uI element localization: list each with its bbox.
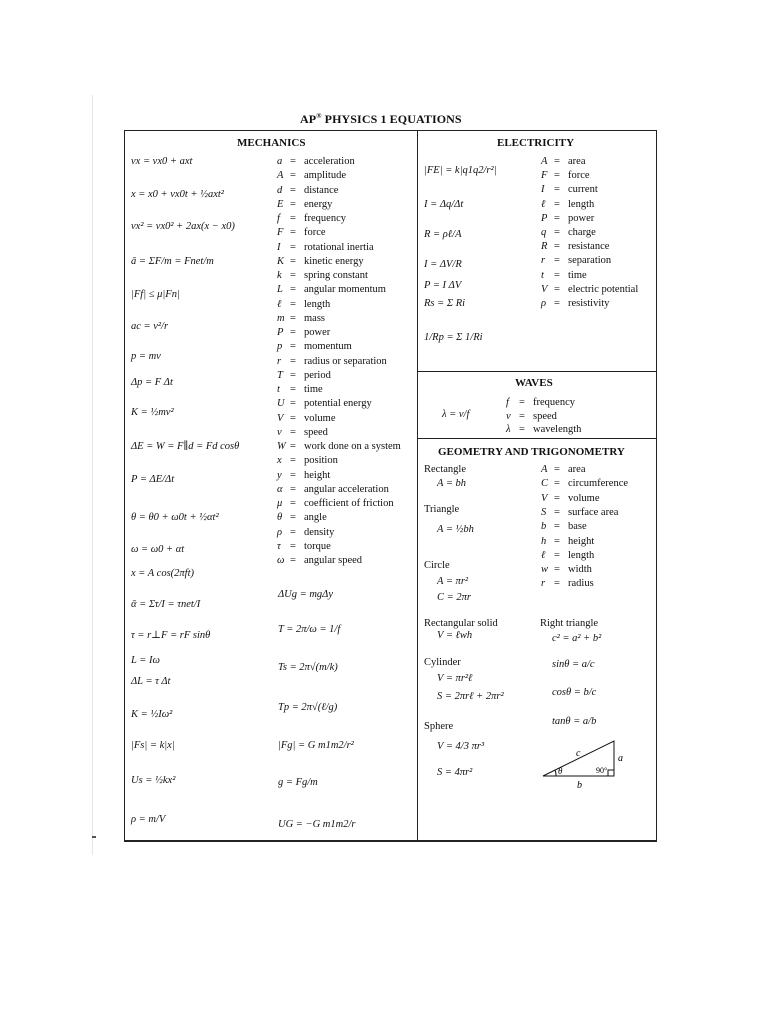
- definition-equals: =: [290, 540, 296, 552]
- geo-eq: tanθ = a/b: [552, 716, 597, 727]
- definition-text: area: [568, 464, 586, 475]
- geo-eq: V = 4/3 πr³: [437, 741, 485, 752]
- elec-eq: I = Δq/Δt: [424, 199, 464, 210]
- definition-symbol: α: [277, 483, 283, 495]
- definition-text: length: [304, 298, 331, 310]
- mech-eq: ac = v²/r: [131, 321, 169, 332]
- definition-text: wavelength: [533, 424, 582, 435]
- geometry-divider: [417, 438, 657, 439]
- mech-eq: ρ = m/V: [131, 814, 166, 825]
- definition-symbol: U: [277, 398, 285, 410]
- definition-text: position: [304, 455, 338, 467]
- geo-label: Circle: [424, 560, 450, 571]
- definition-equals: =: [554, 212, 560, 224]
- mech-eq: ω = ω0 + αt: [131, 544, 185, 555]
- definition-symbol: V: [277, 412, 284, 424]
- definition-text: period: [304, 369, 331, 381]
- definition-text: time: [568, 269, 587, 281]
- definition-equals: =: [290, 412, 296, 424]
- definition-equals: =: [290, 512, 296, 524]
- definition-text: coefficient of friction: [304, 498, 394, 509]
- geo-label: Rectangle: [424, 464, 466, 475]
- mech-eq: L = Iω: [131, 655, 160, 666]
- geo-eq: V = πr²ℓ: [437, 673, 473, 684]
- definition-equals: =: [554, 521, 560, 533]
- definition-symbol: v: [506, 410, 511, 422]
- geo-eq: A = πr²: [437, 576, 469, 587]
- geo-eq: A = ½bh: [437, 524, 474, 535]
- definition-text: surface area: [568, 506, 619, 518]
- definition-symbol: V: [541, 283, 548, 295]
- definition-equals: =: [290, 398, 296, 410]
- definition-text: frequency: [533, 397, 575, 408]
- definition-text: potential energy: [304, 398, 372, 410]
- definition-text: charge: [568, 227, 596, 238]
- mech-eq-2: |Fg| = G m1m2/r²: [278, 740, 354, 751]
- mech-eq: ΔL = τ Δt: [131, 676, 171, 687]
- definition-equals: =: [554, 283, 560, 295]
- definition-text: resistance: [568, 241, 610, 253]
- theta-label: θ: [558, 766, 563, 776]
- definition-symbol: f: [506, 397, 509, 408]
- definition-text: height: [304, 469, 331, 481]
- elec-eq: P = I ΔV: [424, 280, 462, 291]
- definition-equals: =: [519, 397, 525, 408]
- mech-eq-2: g = Fg/m: [278, 777, 318, 788]
- geo-eq: V = ℓwh: [437, 630, 473, 641]
- definition-equals: =: [554, 255, 560, 267]
- definition-symbol: t: [277, 384, 280, 395]
- definition-text: length: [568, 549, 595, 561]
- geo-eq: S = 2πrℓ + 2πr²: [437, 691, 504, 702]
- definition-text: time: [304, 384, 323, 395]
- geo-label: Rectangular solid: [424, 618, 498, 629]
- definition-equals: =: [554, 156, 560, 167]
- mech-eq: vx = vx0 + axt: [131, 156, 193, 167]
- definition-equals: =: [290, 255, 296, 267]
- side-a-label: a: [618, 753, 623, 764]
- definition-symbol: x: [277, 455, 282, 467]
- definition-equals: =: [290, 312, 296, 324]
- definition-equals: =: [554, 578, 560, 590]
- geo-eq: S = 4πr²: [437, 767, 473, 778]
- mech-eq: p = mv: [131, 351, 161, 362]
- definition-symbol: b: [541, 521, 547, 533]
- definition-text: current: [568, 184, 598, 196]
- definition-symbol: I: [277, 241, 281, 253]
- definition-symbol: ρ: [277, 526, 283, 538]
- definition-symbol: θ: [277, 512, 283, 524]
- mech-eq: |Fs| = k|x|: [131, 740, 175, 751]
- mech-eq-2: UG = −G m1m2/r: [278, 819, 356, 830]
- page-tick: [92, 836, 96, 838]
- definition-symbol: P: [277, 327, 284, 338]
- mech-eq: ᾱ = Στ/I = τnet/I: [131, 599, 201, 610]
- definition-symbol: P: [541, 212, 548, 224]
- mech-eq: x = x0 + vx0t + ½axt²: [131, 189, 224, 200]
- definition-symbol: A: [277, 170, 284, 182]
- definition-equals: =: [290, 170, 296, 182]
- definition-text: angle: [304, 512, 327, 524]
- mech-eq: ā = ΣF/m = Fnet/m: [131, 256, 214, 267]
- definition-equals: =: [290, 184, 296, 196]
- definition-symbol: F: [541, 170, 548, 182]
- waves-heading: WAVES: [515, 377, 553, 389]
- page-title: AP® PHYSICS 1 EQUATIONS: [300, 112, 462, 126]
- definition-text: circumference: [568, 478, 629, 490]
- definition-text: width: [568, 564, 592, 576]
- definition-text: power: [568, 212, 595, 224]
- definition-text: torque: [304, 540, 331, 552]
- definition-equals: =: [290, 198, 296, 210]
- definition-equals: =: [290, 227, 296, 239]
- geo-eq: cosθ = b/c: [552, 687, 597, 698]
- geo-label: Triangle: [424, 504, 460, 515]
- definition-equals: =: [519, 424, 525, 435]
- elec-eq: 1/Rp = Σ 1/Ri: [424, 332, 483, 343]
- side-b-label: b: [577, 780, 582, 790]
- definition-text: speed: [304, 426, 328, 438]
- definition-equals: =: [290, 441, 296, 452]
- mech-eq: P = ΔE/Δt: [131, 474, 175, 485]
- mech-eq: K = ½Iω²: [131, 709, 173, 720]
- definition-text: volume: [568, 492, 600, 504]
- geo-eq: C = 2πr: [437, 592, 471, 603]
- page-edge: [92, 95, 93, 855]
- definition-text: force: [568, 170, 590, 182]
- definition-symbol: E: [277, 198, 284, 210]
- column-divider: [417, 130, 418, 842]
- elec-eq: I = ΔV/R: [424, 259, 462, 270]
- right-angle-label: 90°: [596, 766, 608, 775]
- mech-eq: vx² = vx0² + 2ax(x − x0): [131, 221, 235, 232]
- elec-eq: |FE| = k|q1q2/r²|: [424, 165, 497, 176]
- definition-symbol: a: [277, 156, 283, 167]
- definition-equals: =: [554, 564, 560, 576]
- definition-text: speed: [533, 410, 557, 422]
- definition-equals: =: [290, 426, 296, 438]
- definition-equals: =: [554, 492, 560, 504]
- definition-equals: =: [554, 184, 560, 196]
- definition-text: work done on a system: [304, 441, 401, 452]
- definition-equals: =: [290, 327, 296, 338]
- geo-label: Right triangle: [540, 618, 599, 629]
- definition-text: volume: [304, 412, 336, 424]
- waves-eq: λ = v/f: [442, 409, 470, 420]
- geo-eq: c² = a² + b²: [552, 633, 602, 644]
- definition-text: kinetic energy: [304, 255, 364, 267]
- mech-eq: τ = r⊥F = rF sinθ: [131, 630, 211, 641]
- definition-equals: =: [554, 478, 560, 490]
- definition-text: momentum: [304, 341, 352, 353]
- definition-equals: =: [290, 241, 296, 253]
- definition-symbol: λ: [506, 424, 511, 435]
- geo-eq: sinθ = a/c: [552, 659, 595, 670]
- definition-symbol: μ: [277, 498, 283, 509]
- definition-equals: =: [554, 549, 560, 561]
- definition-symbol: L: [277, 284, 283, 296]
- definition-equals: =: [290, 270, 296, 281]
- mech-eq-2: Ts = 2π√(m/k): [278, 662, 338, 673]
- mech-eq: ΔE = W = F∥d = Fd cosθ: [131, 441, 240, 452]
- definition-symbol: ℓ: [541, 198, 546, 210]
- definition-equals: =: [554, 464, 560, 475]
- elec-eq: Rs = Σ Ri: [424, 298, 466, 309]
- elec-eq: R = ρℓ/A: [424, 229, 462, 240]
- definition-equals: =: [290, 455, 296, 467]
- mech-eq: |Ff| ≤ μ|Fn|: [131, 289, 180, 300]
- definition-text: height: [568, 535, 595, 547]
- definition-symbol: I: [541, 184, 545, 196]
- definition-text: force: [304, 227, 326, 239]
- definition-text: spring constant: [304, 270, 368, 281]
- mech-eq-2: ΔUg = mgΔy: [278, 589, 333, 600]
- geo-eq: A = bh: [437, 478, 467, 489]
- definition-equals: =: [290, 213, 296, 224]
- definition-symbol: t: [541, 269, 544, 281]
- definition-symbol: F: [277, 227, 284, 239]
- definition-symbol: r: [541, 578, 546, 590]
- mech-eq: Δp = F Δt: [131, 377, 173, 388]
- definition-symbol: q: [541, 227, 547, 238]
- definition-equals: =: [290, 384, 296, 395]
- definition-equals: =: [554, 227, 560, 238]
- definition-text: separation: [568, 255, 612, 267]
- electricity-heading: ELECTRICITY: [497, 137, 575, 149]
- definition-text: angular speed: [304, 555, 363, 566]
- definition-equals: =: [554, 198, 560, 210]
- definition-equals: =: [290, 298, 296, 310]
- definition-equals: =: [290, 526, 296, 538]
- definition-equals: =: [554, 170, 560, 182]
- definition-text: radius or separation: [304, 355, 387, 367]
- definition-equals: =: [554, 506, 560, 518]
- definition-text: area: [568, 156, 586, 167]
- definition-text: power: [304, 327, 331, 338]
- mechanics-heading: MECHANICS: [237, 137, 306, 149]
- definition-text: base: [568, 521, 587, 533]
- definition-symbol: h: [541, 535, 547, 547]
- definition-symbol: ρ: [541, 298, 547, 309]
- definition-text: length: [568, 198, 595, 210]
- definition-equals: =: [519, 410, 525, 422]
- definition-text: rotational inertia: [304, 241, 374, 253]
- definition-symbol: y: [277, 469, 282, 481]
- mech-eq: K = ½mv²: [131, 407, 174, 418]
- definition-equals: =: [290, 284, 296, 296]
- definition-symbol: V: [541, 492, 548, 504]
- definition-equals: =: [554, 535, 560, 547]
- definition-text: electric potential: [568, 283, 639, 295]
- definition-symbol: W: [277, 441, 286, 452]
- right-triangle-diagram: [540, 738, 626, 790]
- definition-equals: =: [290, 355, 296, 367]
- definition-equals: =: [290, 341, 296, 353]
- waves-divider: [417, 371, 657, 372]
- mech-eq-2: T = 2π/ω = 1/f: [278, 624, 341, 635]
- geo-label: Cylinder: [424, 657, 461, 668]
- definition-equals: =: [290, 156, 296, 167]
- definition-text: radius: [568, 578, 594, 590]
- definition-symbol: p: [277, 341, 283, 353]
- definition-equals: =: [290, 483, 296, 495]
- definition-symbol: m: [277, 312, 285, 324]
- definition-symbol: w: [541, 564, 549, 576]
- side-c-label: c: [576, 748, 581, 759]
- definition-symbol: d: [277, 184, 283, 196]
- definition-symbol: T: [277, 369, 283, 381]
- definition-symbol: C: [541, 478, 549, 490]
- definition-equals: =: [554, 241, 560, 253]
- definition-symbol: K: [277, 255, 285, 267]
- definition-symbol: ℓ: [277, 298, 282, 310]
- definition-symbol: S: [541, 506, 547, 518]
- definition-equals: =: [290, 498, 296, 509]
- mech-eq: θ = θ0 + ω0t + ½αt²: [131, 512, 219, 523]
- definition-equals: =: [554, 298, 560, 309]
- mech-eq-2: Tp = 2π√(ℓ/g): [278, 702, 338, 713]
- geo-label: Sphere: [424, 721, 454, 732]
- definition-symbol: A: [541, 464, 548, 475]
- definition-text: angular acceleration: [304, 483, 389, 495]
- geometry-heading: GEOMETRY AND TRIGONOMETRY: [438, 446, 625, 458]
- mech-eq: Us = ½kx²: [131, 775, 176, 786]
- definition-text: frequency: [304, 213, 346, 224]
- definition-text: angular momentum: [304, 284, 386, 296]
- definition-equals: =: [554, 269, 560, 281]
- definition-text: density: [304, 526, 335, 538]
- definition-symbol: r: [277, 355, 282, 367]
- definition-symbol: r: [541, 255, 546, 267]
- definition-text: resistivity: [568, 298, 610, 309]
- definition-text: acceleration: [304, 156, 355, 167]
- definition-symbol: ω: [277, 555, 285, 566]
- definition-text: energy: [304, 198, 333, 210]
- definition-symbol: f: [277, 213, 280, 224]
- definition-equals: =: [290, 369, 296, 381]
- definition-text: distance: [304, 184, 339, 196]
- definition-text: mass: [304, 312, 325, 324]
- definition-symbol: R: [541, 241, 548, 253]
- definition-text: amplitude: [304, 170, 346, 182]
- definition-symbol: ℓ: [541, 549, 546, 561]
- definition-equals: =: [290, 555, 296, 566]
- definition-equals: =: [290, 469, 296, 481]
- definition-symbol: v: [277, 426, 282, 438]
- definition-symbol: τ: [277, 540, 281, 552]
- mech-eq: x = A cos(2πft): [131, 568, 194, 579]
- definition-symbol: k: [277, 270, 282, 281]
- definition-symbol: A: [541, 156, 548, 167]
